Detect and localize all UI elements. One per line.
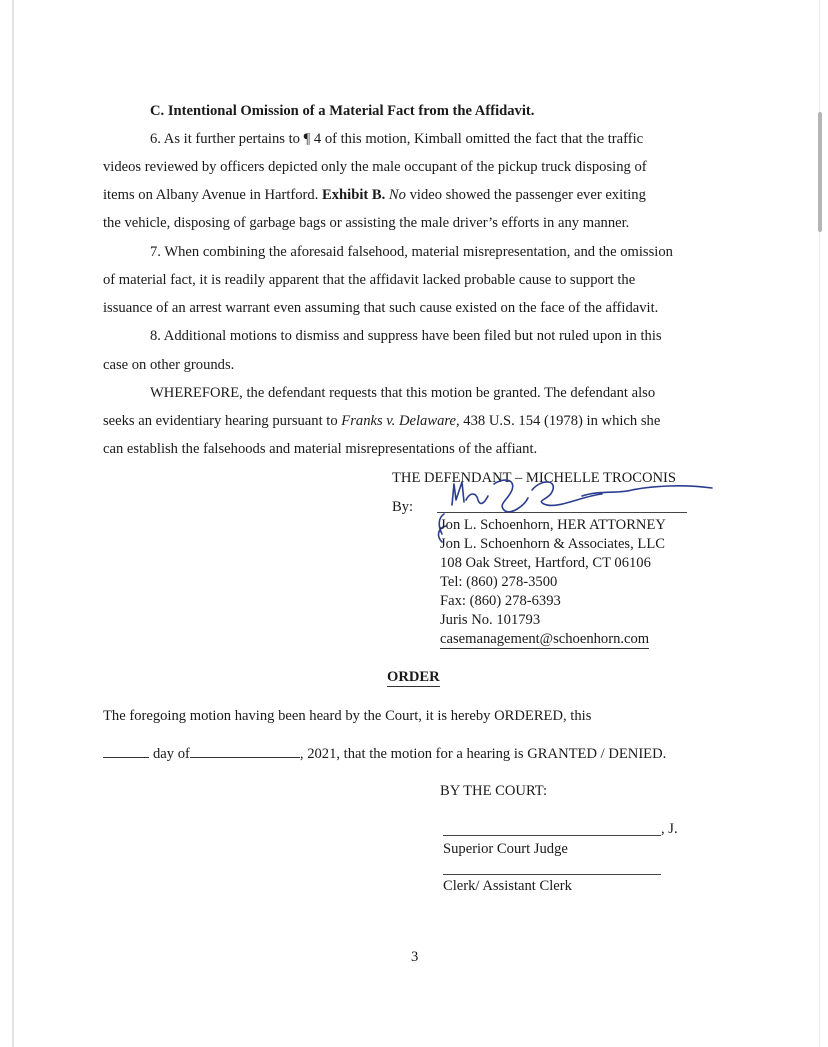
fax: Fax: (860) 278-6393 <box>440 593 561 609</box>
order-title: ORDER <box>387 669 440 685</box>
clerk-label: Clerk/ Assistant Clerk <box>443 878 572 894</box>
day-of-label: day of <box>153 746 190 762</box>
attorney-name: Jon L. Schoenhorn, HER ATTORNEY <box>440 517 666 533</box>
judge-signature-line <box>443 835 661 836</box>
paragraph-7-line-3: issuance of an arrest warrant even assuming that such cause existed on the face of the affidavit. <box>103 300 659 316</box>
paragraph-6-line-2: videos reviewed by officers depicted only the male occupant of the pickup truck disposing of <box>103 159 647 175</box>
paragraph-6-text: items on Albany Avenue in Hartford. <box>103 187 322 203</box>
wherefore-line-3: can establish the falsehoods and material misrepresentations of the affiant. <box>103 441 538 457</box>
wherefore-text: seeks an evidentiary hearing pursuant to <box>103 413 342 429</box>
email-link[interactable]: casemanagement@schoenhorn.com <box>440 631 650 647</box>
order-line-2 <box>103 744 666 763</box>
paragraph-6-line-4: the vehicle, disposing of garbage bags or assisting the male driver’s efforts in any manner. <box>103 215 630 231</box>
month-blank <box>190 744 300 758</box>
exhibit-b-reference: Exhibit B. <box>322 187 386 203</box>
defendant-line: THE DEFENDANT – MICHELLE TROCONIS <box>392 470 677 486</box>
clerk-signature-line <box>443 874 661 875</box>
section-c-heading: C. Intentional Omission of a Material Fact from the Affidavit. <box>150 103 535 119</box>
order-line-2-text: , 2021, that the motion for a hearing is GRANTED / DENIED. <box>299 746 667 762</box>
paragraph-7-line-2: of material fact, it is readily apparent that the affidavit lacked probable cause to support the <box>103 272 636 288</box>
paragraph-6-line-1: 6. As it further pertains to ¶ 4 of this motion, Kimball omitted the fact that the traffic <box>150 131 644 147</box>
paragraph-7-line-1: 7. When combining the aforesaid falsehood, material misrepresentation, and the omission <box>150 244 673 260</box>
judge-suffix: , J. <box>661 821 678 837</box>
by-label: By: <box>392 499 414 515</box>
order-line-1: The foregoing motion having been heard by the Court, it is hereby ORDERED, this <box>103 708 592 724</box>
page-number: 3 <box>411 949 419 965</box>
telephone: Tel: (860) 278-3500 <box>440 574 558 590</box>
emphasis-no: No <box>388 187 406 203</box>
by-the-court: BY THE COURT: <box>440 783 548 799</box>
wherefore-text: , 438 U.S. 154 (1978) in which she <box>456 413 661 429</box>
scrollbar-thumb[interactable] <box>818 112 822 232</box>
paragraph-8-line-2: case on other grounds. <box>103 357 235 373</box>
case-citation: Franks v. Delaware <box>341 413 456 429</box>
wherefore-line-2 <box>103 412 660 430</box>
paragraph-8-line-1: 8. Additional motions to dismiss and suppress have been filed but not ruled upon in this <box>150 328 662 344</box>
paragraph-6-line-3 <box>103 186 646 204</box>
page-left-edge <box>12 0 14 1047</box>
firm-name: Jon L. Schoenhorn & Associates, LLC <box>440 536 665 552</box>
juris-number: Juris No. 101793 <box>440 612 541 628</box>
wherefore-line-1: WHEREFORE, the defendant requests that this motion be granted. The defendant also <box>150 385 656 401</box>
day-blank <box>103 744 149 758</box>
judge-label: Superior Court Judge <box>443 841 568 857</box>
firm-address: 108 Oak Street, Hartford, CT 06106 <box>440 555 651 571</box>
paragraph-6-text: video showed the passenger ever exiting <box>405 187 646 203</box>
